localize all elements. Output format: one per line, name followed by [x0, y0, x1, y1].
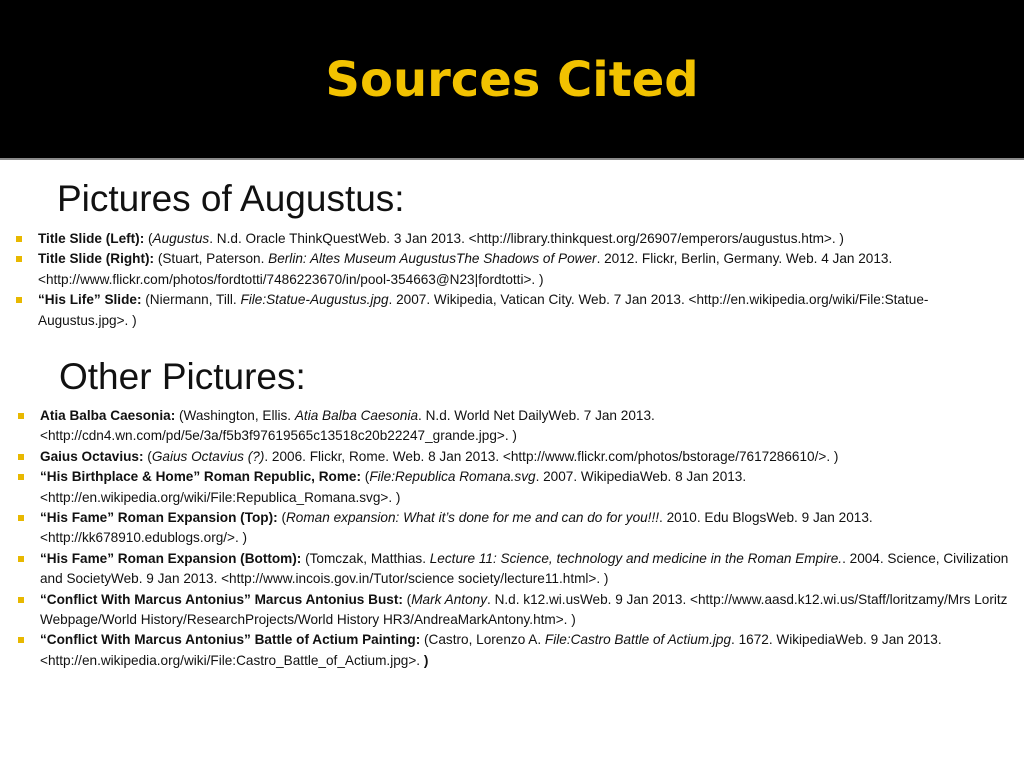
square-bullet-icon: [16, 256, 22, 262]
citation-text: . N.d. k12.wi.usWeb. 9 Jan 2013. <http://www.aasd.k12.wi.us/Staff/loritzamy/Mrs Loritz Webpage/World History/ResearchProjects/World History HR3/AndreaMarkAntony.htm>. ): [40, 591, 1008, 628]
citation-label: “Conflict With Marcus Antonius” Battle of Actium Painting:: [40, 632, 421, 648]
square-bullet-icon: [18, 474, 24, 480]
citation-text: . 2007. Wikipedia, Vatican City. Web. 7 Jan 2013. <http://en.wikipedia.org/wiki/File:Statue-Augustus.jpg>. ): [38, 292, 929, 328]
citation-list-other: [2, 406, 1010, 671]
citation-title: Mark Antony: [411, 591, 488, 607]
citation-title: Gaius Octavius (?): [151, 448, 265, 464]
citation-label: “His Life” Slide:: [38, 292, 142, 308]
citation-text: (: [144, 231, 153, 246]
citation-label: “His Birthplace & Home” Roman Republic, Rome:: [40, 469, 362, 485]
citation-item: [2, 447, 1010, 467]
citation-label: Title Slide (Right):: [38, 251, 155, 267]
citation-item: [2, 508, 1010, 549]
citation-text: . 1672. WikipediaWeb. 9 Jan 2013. <http://en.wikipedia.org/wiki/File:Castro_Battle_of_Actium.jpg>.: [40, 632, 942, 668]
section-heading-augustus: Pictures of Augustus:: [57, 178, 405, 219]
citation-title: Augustus: [152, 231, 210, 246]
title-divider: [0, 158, 1024, 160]
citation-text: . 2006. Flickr, Rome. Web. 8 Jan 2013. <http://www.flickr.com/photos/bstorage/7617286610/>. ): [264, 448, 839, 464]
citation-text: (Stuart, Paterson.: [154, 251, 269, 267]
citation-text: (: [402, 591, 412, 607]
citation-close: ): [423, 652, 429, 668]
square-bullet-icon: [18, 556, 24, 562]
citation-text: . 2004. Science, Civilization and SocietyWeb. 9 Jan 2013. <http://www.incois.gov.in/Tutor/science society/lecture11.html>. ): [40, 550, 1009, 587]
citation-item: [2, 467, 1010, 508]
citation-label: “His Fame” Roman Expansion (Top):: [40, 510, 278, 526]
citation-item: [2, 590, 1010, 631]
citation-text: (: [361, 469, 370, 485]
citation-item: [0, 229, 1000, 249]
square-bullet-icon: [16, 297, 22, 303]
citation-item: [0, 290, 1000, 331]
citation-label: Atia Balba Caesonia:: [40, 408, 176, 423]
citation-item: [2, 630, 1010, 671]
citation-item: [0, 249, 1000, 290]
citation-text: . 2010. Edu BlogsWeb. 9 Jan 2013. <http://kk678910.edublogs.org/>. ): [40, 510, 873, 546]
citation-text: . 2012. Flickr, Berlin, Germany. Web. 4 Jan 2013. <http://www.flickr.com/photos/fordtotti/7486223670/in/pool-354663@N23|fordtotti>. ): [38, 251, 893, 287]
citation-title: File:Statue-Augustus.jpg: [240, 292, 389, 308]
citation-text: (Tomczak, Matthias.: [301, 550, 430, 566]
citation-label: Title Slide (Left):: [38, 231, 145, 246]
citation-label: “Conflict With Marcus Antonius” Marcus Antonius Bust:: [40, 591, 403, 607]
square-bullet-icon: [18, 597, 24, 603]
square-bullet-icon: [18, 454, 24, 460]
citation-title: Roman expansion: What it’s done for me and can do for you!!!: [285, 510, 660, 526]
citation-text: (Niermann, Till.: [141, 292, 241, 308]
square-bullet-icon: [18, 637, 24, 643]
citation-text: (Castro, Lorenzo A.: [420, 632, 545, 648]
citation-item: [2, 406, 1010, 447]
slide-title: Sources Cited: [325, 52, 699, 108]
square-bullet-icon: [16, 236, 22, 242]
square-bullet-icon: [18, 515, 24, 521]
citation-label: “His Fame” Roman Expansion (Bottom):: [40, 550, 302, 566]
citation-title: File:Republica Romana.svg: [369, 469, 536, 485]
citation-title: Berlin: Altes Museum AugustusThe Shadows of Power: [268, 251, 597, 267]
citation-item: [2, 549, 1010, 590]
citation-title: Lecture 11: Science, technology and medicine in the Roman Empire.: [429, 550, 843, 566]
citation-text: . N.d. World Net DailyWeb. 7 Jan 2013. <http://cdn4.wn.com/pd/5e/3a/f5b3f97619565c13518c20b22247_grande.jpg>. ): [40, 408, 655, 444]
citation-text: . 2007. WikipediaWeb. 8 Jan 2013. <http://en.wikipedia.org/wiki/File:Republica_Romana.svg>. ): [40, 469, 747, 505]
section-heading-other: Other Pictures:: [59, 356, 306, 397]
citation-label: Gaius Octavius:: [40, 448, 144, 464]
citation-list-augustus: [0, 229, 1000, 331]
citation-text: (Washington, Ellis.: [175, 408, 295, 423]
citation-text: . N.d. Oracle ThinkQuestWeb. 3 Jan 2013. <http://library.thinkquest.org/26907/emperors/augustus.htm>. ): [209, 231, 844, 246]
citation-text: (: [277, 510, 286, 526]
square-bullet-icon: [18, 413, 24, 419]
citation-title: File:Castro Battle of Actium.jpg: [544, 632, 732, 648]
citation-title: Atia Balba Caesonia: [294, 408, 419, 423]
citation-text: (: [143, 448, 152, 464]
